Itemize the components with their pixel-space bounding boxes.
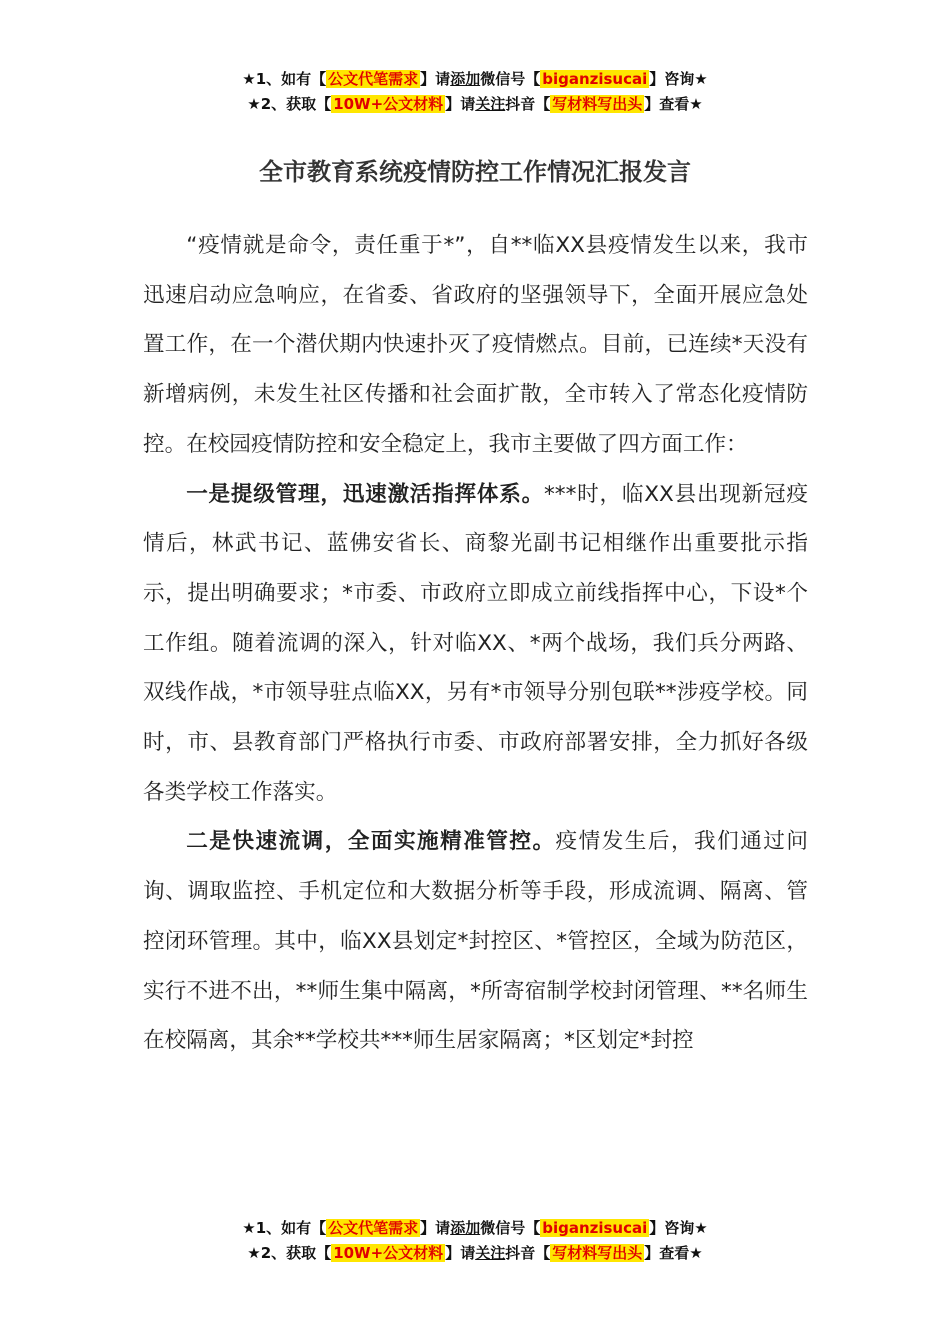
banner-text: 】咨询★ [649,1219,708,1237]
banner-text: 】请 [445,95,476,113]
banner-text: 抖音【 [505,95,551,113]
banner-text: 抖音【 [505,1244,551,1262]
paragraph-lead: 二是快速流调，全面实施精准管控。 [186,829,556,855]
banner-text: 】请 [420,70,451,88]
paragraph-2 [143,817,808,1066]
paragraph-text: “疫情就是命令，责任重于*”，自**临XX县疫情发生以来，我市迅速启动应急响应，在省委、省政府的坚强领导下，全面开展应急处置工作，在一个潜伏期内快速扑灭了疫情燃点。目前，已连续*天没有新增病例，未发生社区传播和社会面扩散，全市转入了常态化疫情防控。在校园疫情防控和安全稳定上，我市主要做了四方面工作： [143,233,808,457]
banner-line-1 [0,1216,950,1241]
document-title: 全市教育系统疫情防控工作情况汇报发言 [259,158,691,186]
wechat-id-tag: biganzisucai [542,70,648,88]
banner-text: 】请 [420,1219,451,1237]
banner-underlined-text: 关注 [475,95,506,113]
banner-text: ★2、获取【 [247,1244,332,1262]
document-body [143,221,808,1066]
highlight-tag: 公文代笔需求 [328,1219,419,1237]
paragraph-text: 疫情发生后，我们通过问询、调取监控、手机定位和大数据分析等手段，形成流调、隔离、管控闭环管理。其中，临XX县划定*封控区、*管控区，全域为防范区，实行不进不出，**师生集中隔离，*所寄宿制学校封闭管理、**名师生在校隔离，其余**学校共***师生居家隔离；*区划定*封控 [143,829,808,1054]
douyin-account-tag: 写材料写出头 [552,1244,643,1262]
banner-text: 】请 [445,1244,476,1262]
wechat-id-tag: biganzisucai [542,1219,648,1237]
banner-text: 微信号【 [480,1219,541,1237]
banner-text: ★1、如有【 [242,70,327,88]
banner-text: 微信号【 [480,70,541,88]
douyin-account-tag: 写材料写出头 [552,95,643,113]
banner-text: 】查看★ [644,95,703,113]
banner-underlined-text: 关注 [475,1244,506,1262]
paragraph-text: ***时，临XX县出现新冠疫情后，林武书记、蓝佛安省长、商黎光副书记相继作出重要批示指示，提出明确要求；*市委、市政府立即成立前线指挥中心，下设*个工作组。随着流调的深入，针对临XX、*两个战场，我们兵分两路、双线作战，*市领导驻点临XX，另有*市领导分别包联**涉疫学校。同时，市、县教育部门严格执行市委、市政府部署安排，全力抓好各级各类学校工作落实。 [143,481,808,805]
banner-line-2 [0,92,950,117]
banner-line-1 [0,67,950,92]
footer-banner [0,1216,950,1266]
banner-text: 】查看★ [644,1244,703,1262]
highlight-tag: 10W+公文材料 [333,95,444,113]
highlight-tag: 10W+公文材料 [333,1244,444,1262]
banner-text: ★1、如有【 [242,1219,327,1237]
highlight-tag: 公文代笔需求 [328,70,419,88]
banner-text: 】咨询★ [649,70,708,88]
paragraph-lead: 一是提级管理，迅速激活指挥体系。 [186,481,544,507]
banner-underlined-text: 添加 [450,70,481,88]
header-banner [0,67,950,117]
paragraph-1 [143,470,808,818]
banner-text: ★2、获取【 [247,95,332,113]
paragraph-intro [143,221,808,470]
banner-line-2 [0,1241,950,1266]
banner-underlined-text: 添加 [450,1219,481,1237]
